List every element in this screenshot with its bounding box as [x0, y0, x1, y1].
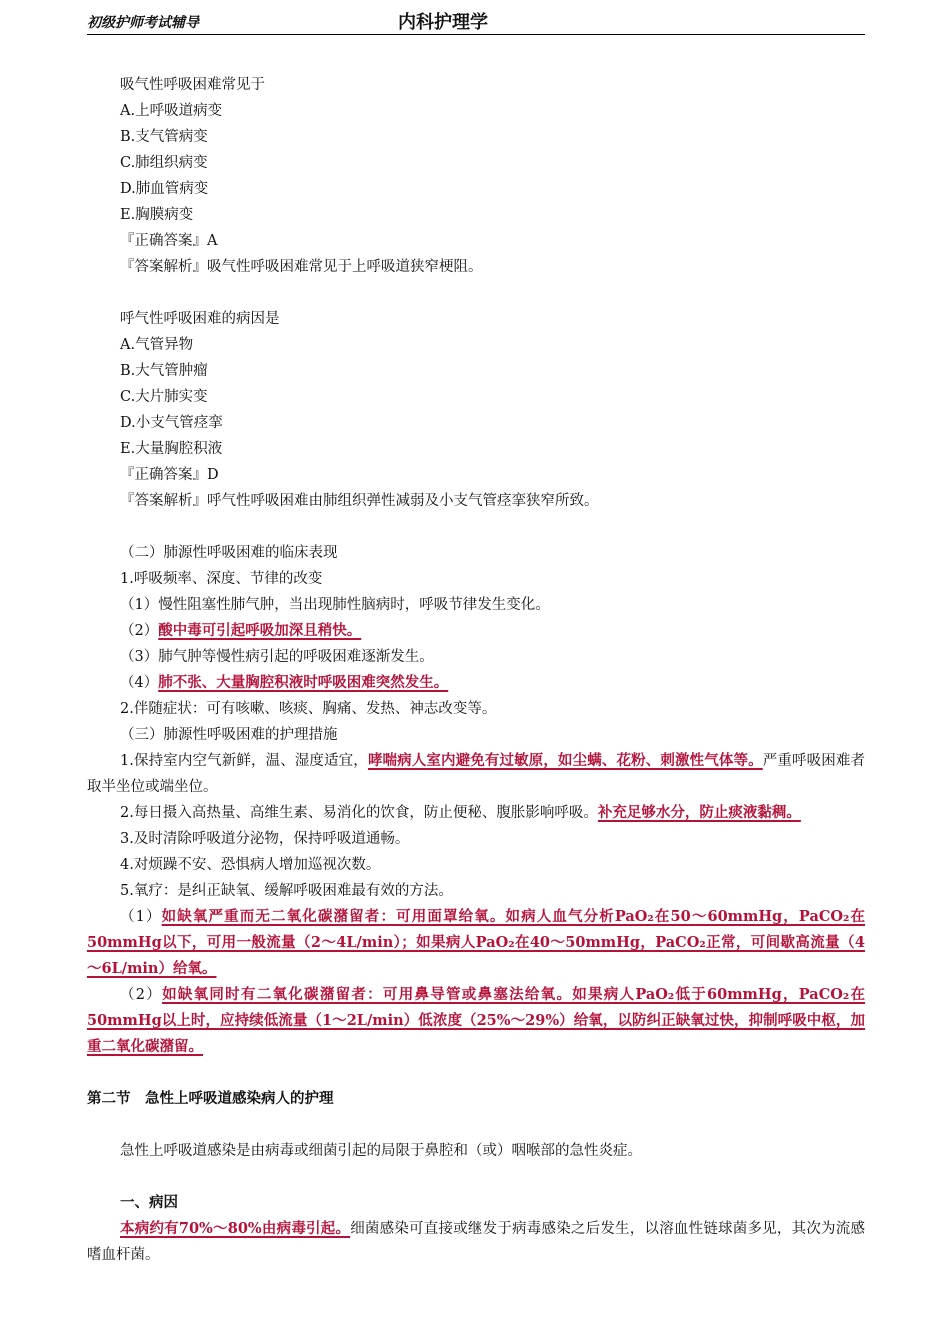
- question-1-stem: 吸气性呼吸困难常见于: [120, 77, 265, 93]
- cause-highlight: 本病约有70%～80%由病毒引起。: [120, 1220, 351, 1237]
- question-2-option-e: E.大量胸腔积液: [120, 441, 223, 457]
- question-1-option-d: D.肺血管病变: [120, 181, 209, 197]
- nursing-measure-2-highlight: 补充足够水分，防止痰液黏稠。: [597, 804, 801, 821]
- question-2-option-a: A.气管异物: [120, 337, 194, 353]
- clinical-sub-1: （1）慢性阻塞性肺气肿，当出现肺性脑病时，呼吸节律发生变化。: [120, 597, 550, 613]
- clinical-sub-2-prefix: （2）: [120, 623, 159, 639]
- cause-heading: 一、病因: [120, 1195, 178, 1211]
- question-2-analysis: 『答案解析』呼气性呼吸困难由肺组织弹性减弱及小支气管痉挛狭窄所致。: [120, 493, 599, 509]
- clinical-item-1: 1.呼吸频率、深度、节律的改变: [120, 571, 323, 587]
- clinical-sub-4: [87, 670, 865, 696]
- question-1-answer: 『正确答案』A: [120, 233, 218, 249]
- clinical-sub-2: [87, 618, 865, 644]
- question-2-answer: 『正确答案』D: [120, 467, 219, 483]
- question-2-option-d: D.小支气管痉挛: [120, 415, 223, 431]
- cause-paragraph: [87, 1216, 865, 1268]
- clinical-sub-4-prefix: （4）: [120, 675, 159, 691]
- oxygen-therapy-2-prefix: （2）: [120, 987, 163, 1003]
- section-heading: 第二节 急性上呼吸道感染病人的护理: [87, 1091, 334, 1107]
- document-body: [87, 72, 865, 1268]
- question-2-option-b: B.大气管肿瘤: [120, 363, 208, 379]
- clinical-section-title: （二）肺源性呼吸困难的临床表现: [120, 545, 338, 561]
- header-center-title: 内科护理学: [398, 12, 488, 33]
- nursing-measure-2: [87, 800, 865, 826]
- nursing-measure-1-prefix: 1.保持室内空气新鲜，温、湿度适宜，: [120, 753, 368, 769]
- question-2-stem: 呼气性呼吸困难的病因是: [120, 311, 280, 327]
- cause-text: 细菌感染可直接或继发于病毒感染之后发生，以溶血性链球菌多见，其次为流感嗜血杆菌。: [87, 1221, 865, 1263]
- nursing-measure-2-prefix: 2.每日摄入高热量、高维生素、易消化的饮食，防止便秘、腹胀影响呼吸。: [120, 805, 598, 821]
- oxygen-therapy-1: [87, 904, 865, 982]
- nursing-measure-1: [87, 748, 865, 800]
- page-header: [87, 8, 865, 35]
- question-1-option-b: B.支气管病变: [120, 129, 208, 145]
- clinical-sub-4-highlight: 肺不张、大量胸腔积液时呼吸困难突然发生。: [158, 674, 449, 691]
- oxygen-therapy-1-prefix: （1）: [120, 909, 162, 925]
- question-1-option-a: A.上呼吸道病变: [120, 103, 223, 119]
- nursing-measure-5: 5.氧疗：是纠正缺氧、缓解呼吸困难最有效的方法。: [120, 883, 453, 899]
- header-left-title: 初级护师考试辅导: [87, 15, 199, 31]
- clinical-sub-2-highlight: 酸中毒可引起呼吸加深且稍快。: [158, 622, 362, 639]
- question-1-option-e: E.胸膜病变: [120, 207, 194, 223]
- oxygen-therapy-2: [87, 982, 865, 1060]
- nursing-measure-4: 4.对烦躁不安、恐惧病人增加巡视次数。: [120, 857, 381, 873]
- question-2-option-c: C.大片肺实变: [120, 389, 208, 405]
- question-1-option-c: C.肺组织病变: [120, 155, 208, 171]
- nursing-section-title: （三）肺源性呼吸困难的护理措施: [120, 727, 338, 743]
- nursing-measure-1-suffix: 严重呼吸困难者取半坐位或端坐位。: [87, 753, 866, 795]
- clinical-item-2: 2.伴随症状：可有咳嗽、咳痰、胸痛、发热、神志改变等。: [120, 701, 497, 717]
- oxygen-therapy-1-highlight: 如缺氧严重而无二氧化碳潴留者：可用面罩给氧。如病人血气分析PaO₂在50～60mmHg，PaCO₂在50mmHg以下，可用一般流量（2～4L/min）；如果病人PaO₂在40～50mmHg，PaCO₂正常，可间歇高流量（4～6L/min）给氧。: [87, 908, 865, 977]
- nursing-measure-1-highlight: 哮喘病人室内避免有过敏原，如尘螨、花粉、刺激性气体等。: [367, 752, 763, 769]
- section-intro: 急性上呼吸道感染是由病毒或细菌引起的局限于鼻腔和（或）咽喉部的急性炎症。: [120, 1143, 642, 1159]
- oxygen-therapy-2-highlight: 如缺氧同时有二氧化碳潴留者：可用鼻导管或鼻塞法给氧。如果病人PaO₂低于60mmHg，PaCO₂在50mmHg以上时，应持续低流量（1～2L/min）低浓度（25%～29%）给氧，以防纠正缺氧过快，抑制呼吸中枢，加重二氧化碳潴留。: [87, 986, 865, 1055]
- nursing-measure-3: 3.及时清除呼吸道分泌物，保持呼吸道通畅。: [120, 831, 410, 847]
- clinical-sub-3: （3）肺气肿等慢性病引起的呼吸困难逐渐发生。: [120, 649, 434, 665]
- question-1-analysis: 『答案解析』吸气性呼吸困难常见于上呼吸道狭窄梗阻。: [120, 259, 483, 275]
